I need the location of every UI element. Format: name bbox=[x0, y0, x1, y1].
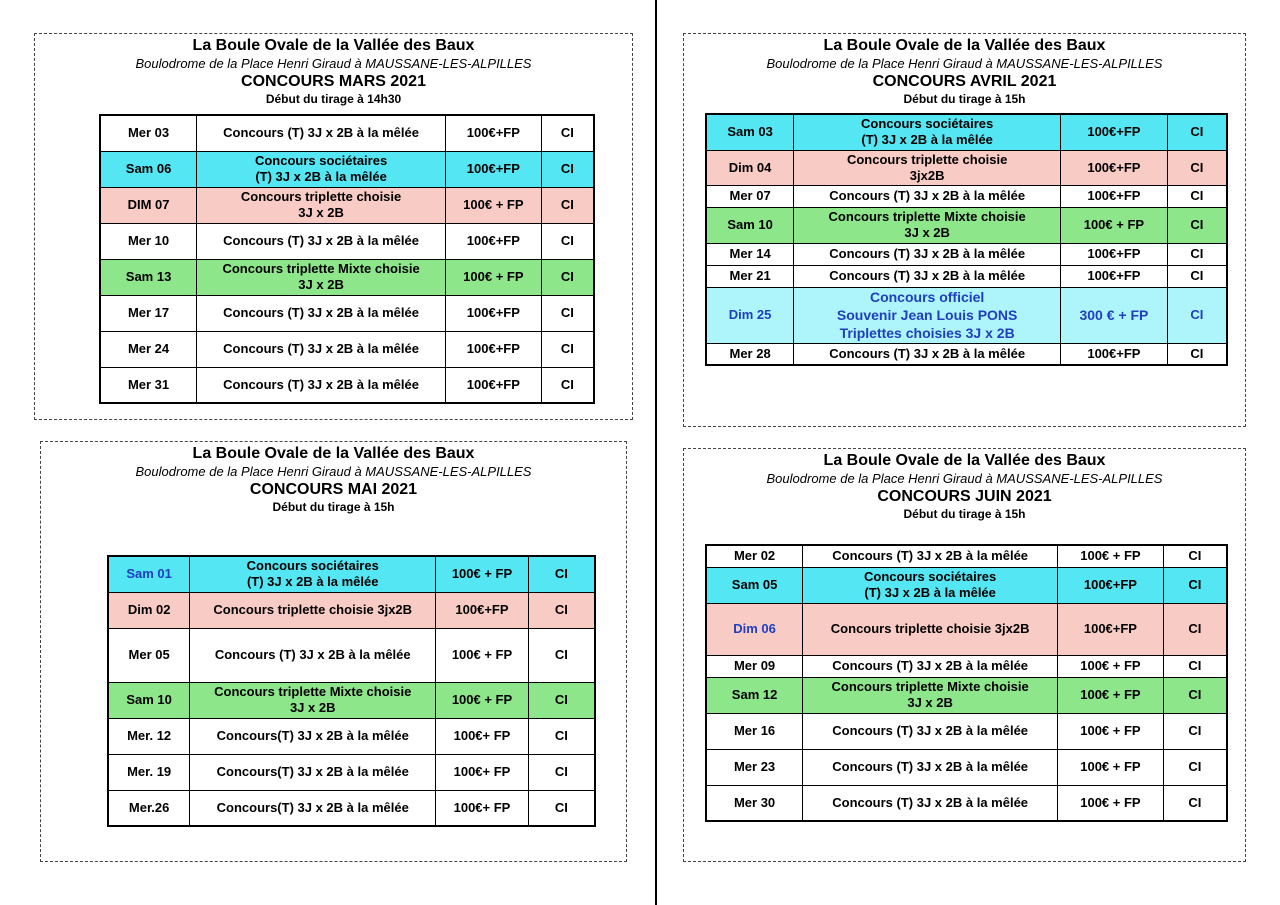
schedule-table bbox=[107, 555, 596, 827]
table-row bbox=[108, 628, 595, 682]
day-cell: Mer 03 bbox=[100, 115, 197, 151]
draw-time: Début du tirage à 15h bbox=[272, 500, 395, 514]
table-row bbox=[108, 718, 595, 754]
event-cell: Concours triplette Mixte choisie 3J x 2B bbox=[794, 207, 1061, 243]
prize-cell: 100€+FP bbox=[446, 367, 542, 403]
table-row bbox=[108, 592, 595, 628]
table-row bbox=[706, 287, 1227, 343]
event-cell: Concours (T) 3J x 2B à la mêlée bbox=[197, 331, 446, 367]
prize-cell: 100€ + FP bbox=[1058, 655, 1164, 677]
day-cell: Sam 10 bbox=[108, 682, 190, 718]
prize-cell: 100€+FP bbox=[1061, 265, 1168, 287]
event-cell: Concours (T) 3J x 2B à la mêlée bbox=[794, 343, 1061, 365]
prize-cell: 300 € + FP bbox=[1061, 287, 1168, 343]
prize-cell: 100€+FP bbox=[1061, 150, 1168, 185]
table-row bbox=[100, 115, 594, 151]
draw-time: Début du tirage à 14h30 bbox=[265, 92, 402, 106]
event-cell: Concours triplette choisie 3jx2B bbox=[794, 150, 1061, 185]
day-cell: Mer 21 bbox=[706, 265, 794, 287]
table-row bbox=[100, 367, 594, 403]
prize-cell: 100€+FP bbox=[1061, 185, 1168, 207]
venue: Boulodrome de la Place Henri Giraud à MAUSSANE-LES-ALPILLES bbox=[766, 56, 1163, 71]
day-cell: Dim 04 bbox=[706, 150, 794, 185]
prize-cell: 100€ + FP bbox=[436, 628, 529, 682]
table-row bbox=[706, 343, 1227, 365]
table-row bbox=[706, 749, 1227, 785]
ci-cell: CI bbox=[1163, 785, 1227, 821]
ci-cell: CI bbox=[541, 223, 594, 259]
table-row bbox=[706, 114, 1227, 150]
prize-cell: 100€+FP bbox=[446, 223, 542, 259]
table-row bbox=[108, 682, 595, 718]
event-cell: Concours (T) 3J x 2B à la mêlée bbox=[794, 265, 1061, 287]
table-row bbox=[100, 151, 594, 187]
day-cell: Mer. 19 bbox=[108, 754, 190, 790]
ci-cell: CI bbox=[1163, 603, 1227, 655]
table-row bbox=[706, 785, 1227, 821]
ci-cell: CI bbox=[1163, 655, 1227, 677]
venue: Boulodrome de la Place Henri Giraud à MAUSSANE-LES-ALPILLES bbox=[135, 56, 532, 71]
ci-cell: CI bbox=[1167, 114, 1227, 150]
table-row bbox=[100, 259, 594, 295]
draw-time: Début du tirage à 15h bbox=[903, 92, 1026, 106]
schedule-table bbox=[99, 114, 595, 404]
panel-header bbox=[35, 36, 632, 106]
prize-cell: 100€+FP bbox=[446, 295, 542, 331]
day-cell: Sam 03 bbox=[706, 114, 794, 150]
ci-cell: CI bbox=[1163, 677, 1227, 713]
panel-header bbox=[41, 444, 626, 514]
ci-cell: CI bbox=[528, 682, 595, 718]
prize-cell: 100€+FP bbox=[1061, 114, 1168, 150]
ci-cell: CI bbox=[528, 556, 595, 592]
table-row bbox=[706, 185, 1227, 207]
prize-cell: 100€ + FP bbox=[446, 259, 542, 295]
event-cell: Concours (T) 3J x 2B à la mêlée bbox=[803, 713, 1058, 749]
table-row bbox=[706, 603, 1227, 655]
page-divider bbox=[655, 0, 657, 905]
day-cell: Sam 05 bbox=[706, 567, 803, 603]
panel-juin bbox=[683, 448, 1246, 862]
prize-cell: 100€ + FP bbox=[1058, 785, 1164, 821]
event-cell: Concours(T) 3J x 2B à la mêlée bbox=[190, 718, 436, 754]
ci-cell: CI bbox=[1167, 207, 1227, 243]
table-row bbox=[706, 243, 1227, 265]
event-cell: Concours (T) 3J x 2B à la mêlée bbox=[794, 243, 1061, 265]
table-row bbox=[108, 556, 595, 592]
prize-cell: 100€ + FP bbox=[1058, 545, 1164, 567]
event-cell: Concours sociétaires (T) 3J x 2B à la mêlée bbox=[190, 556, 436, 592]
day-cell: Mer 05 bbox=[108, 628, 190, 682]
day-cell: Sam 13 bbox=[100, 259, 197, 295]
event-cell: Concours triplette choisie 3jx2B bbox=[190, 592, 436, 628]
schedule-table bbox=[705, 544, 1228, 822]
table-row bbox=[108, 754, 595, 790]
day-cell: Mer 14 bbox=[706, 243, 794, 265]
ci-cell: CI bbox=[1167, 185, 1227, 207]
ci-cell: CI bbox=[1167, 150, 1227, 185]
ci-cell: CI bbox=[541, 115, 594, 151]
schedule-table bbox=[705, 113, 1228, 366]
club-name: La Boule Ovale de la Vallée des Baux bbox=[823, 452, 1106, 469]
panel-avril bbox=[683, 33, 1246, 427]
day-cell: DIM 07 bbox=[100, 187, 197, 223]
table-row bbox=[100, 295, 594, 331]
event-cell: Concours (T) 3J x 2B à la mêlée bbox=[803, 655, 1058, 677]
event-cell: Concours (T) 3J x 2B à la mêlée bbox=[197, 223, 446, 259]
ci-cell: CI bbox=[1167, 265, 1227, 287]
club-name: La Boule Ovale de la Vallée des Baux bbox=[192, 37, 475, 54]
day-cell: Mer. 12 bbox=[108, 718, 190, 754]
prize-cell: 100€+FP bbox=[1058, 603, 1164, 655]
prize-cell: 100€ + FP bbox=[1058, 713, 1164, 749]
ci-cell: CI bbox=[541, 367, 594, 403]
prize-cell: 100€+ FP bbox=[436, 718, 529, 754]
table-row bbox=[706, 655, 1227, 677]
event-cell: Concours triplette Mixte choisie 3J x 2B bbox=[190, 682, 436, 718]
day-cell: Dim 25 bbox=[706, 287, 794, 343]
venue: Boulodrome de la Place Henri Giraud à MAUSSANE-LES-ALPILLES bbox=[766, 471, 1163, 486]
ci-cell: CI bbox=[541, 187, 594, 223]
prize-cell: 100€+FP bbox=[436, 592, 529, 628]
day-cell: Mer 24 bbox=[100, 331, 197, 367]
ci-cell: CI bbox=[528, 628, 595, 682]
club-name: La Boule Ovale de la Vallée des Baux bbox=[823, 37, 1106, 54]
event-cell: Concours (T) 3J x 2B à la mêlée bbox=[794, 185, 1061, 207]
ci-cell: CI bbox=[1167, 343, 1227, 365]
table-row bbox=[100, 187, 594, 223]
event-cell: Concours triplette choisie 3jx2B bbox=[803, 603, 1058, 655]
panel-header bbox=[684, 36, 1245, 106]
prize-cell: 100€+ FP bbox=[436, 790, 529, 826]
day-cell: Dim 06 bbox=[706, 603, 803, 655]
event-cell: Concours (T) 3J x 2B à la mêlée bbox=[197, 367, 446, 403]
prize-cell: 100€ + FP bbox=[446, 187, 542, 223]
prize-cell: 100€ + FP bbox=[1058, 749, 1164, 785]
ci-cell: CI bbox=[541, 295, 594, 331]
event-cell: Concours(T) 3J x 2B à la mêlée bbox=[190, 754, 436, 790]
table-row bbox=[706, 545, 1227, 567]
event-cell: Concours (T) 3J x 2B à la mêlée bbox=[197, 115, 446, 151]
day-cell: Mer.26 bbox=[108, 790, 190, 826]
day-cell: Sam 06 bbox=[100, 151, 197, 187]
day-cell: Mer 28 bbox=[706, 343, 794, 365]
month-title: CONCOURS JUIN 2021 bbox=[877, 488, 1052, 505]
panel-mars bbox=[34, 33, 633, 420]
ci-cell: CI bbox=[1163, 749, 1227, 785]
draw-time: Début du tirage à 15h bbox=[903, 507, 1026, 521]
table-row bbox=[706, 567, 1227, 603]
month-title: CONCOURS MAI 2021 bbox=[249, 481, 418, 498]
day-cell: Dim 02 bbox=[108, 592, 190, 628]
prize-cell: 100€ + FP bbox=[1058, 677, 1164, 713]
day-cell: Sam 01 bbox=[108, 556, 190, 592]
event-cell: Concours sociétaires (T) 3J x 2B à la mêlée bbox=[197, 151, 446, 187]
ci-cell: CI bbox=[541, 151, 594, 187]
ci-cell: CI bbox=[528, 790, 595, 826]
day-cell: Mer 07 bbox=[706, 185, 794, 207]
club-name: La Boule Ovale de la Vallée des Baux bbox=[192, 445, 475, 462]
ci-cell: CI bbox=[1163, 545, 1227, 567]
event-cell: Concours triplette choisie 3J x 2B bbox=[197, 187, 446, 223]
day-cell: Mer 23 bbox=[706, 749, 803, 785]
event-cell: Concours (T) 3J x 2B à la mêlée bbox=[190, 628, 436, 682]
prize-cell: 100€+FP bbox=[446, 115, 542, 151]
prize-cell: 100€+ FP bbox=[436, 754, 529, 790]
prize-cell: 100€+FP bbox=[1058, 567, 1164, 603]
venue: Boulodrome de la Place Henri Giraud à MAUSSANE-LES-ALPILLES bbox=[135, 464, 532, 479]
month-title: CONCOURS AVRIL 2021 bbox=[872, 73, 1057, 90]
table-row bbox=[108, 790, 595, 826]
prize-cell: 100€+FP bbox=[1061, 343, 1168, 365]
event-cell: Concours sociétaires (T) 3J x 2B à la mêlée bbox=[794, 114, 1061, 150]
day-cell: Sam 10 bbox=[706, 207, 794, 243]
day-cell: Mer 02 bbox=[706, 545, 803, 567]
day-cell: Mer 30 bbox=[706, 785, 803, 821]
event-cell: Concours triplette Mixte choisie 3J x 2B bbox=[197, 259, 446, 295]
ci-cell: CI bbox=[541, 331, 594, 367]
table-row bbox=[706, 713, 1227, 749]
event-cell: Concours officiel Souvenir Jean Louis PONS Triplettes choisies 3J x 2B bbox=[794, 287, 1061, 343]
prize-cell: 100€+FP bbox=[446, 331, 542, 367]
event-cell: Concours (T) 3J x 2B à la mêlée bbox=[803, 545, 1058, 567]
event-cell: Concours (T) 3J x 2B à la mêlée bbox=[803, 785, 1058, 821]
prize-cell: 100€ + FP bbox=[436, 556, 529, 592]
table-row bbox=[706, 207, 1227, 243]
panel-mai bbox=[40, 441, 627, 862]
event-cell: Concours sociétaires (T) 3J x 2B à la mêlée bbox=[803, 567, 1058, 603]
day-cell: Mer 09 bbox=[706, 655, 803, 677]
ci-cell: CI bbox=[1167, 287, 1227, 343]
ci-cell: CI bbox=[528, 718, 595, 754]
prize-cell: 100€+FP bbox=[1061, 243, 1168, 265]
month-title: CONCOURS MARS 2021 bbox=[241, 73, 426, 90]
ci-cell: CI bbox=[1163, 567, 1227, 603]
day-cell: Mer 16 bbox=[706, 713, 803, 749]
ci-cell: CI bbox=[1163, 713, 1227, 749]
table-row bbox=[100, 331, 594, 367]
prize-cell: 100€+FP bbox=[446, 151, 542, 187]
prize-cell: 100€ + FP bbox=[1061, 207, 1168, 243]
event-cell: Concours (T) 3J x 2B à la mêlée bbox=[197, 295, 446, 331]
panel-header bbox=[684, 451, 1245, 521]
day-cell: Mer 10 bbox=[100, 223, 197, 259]
table-row bbox=[706, 265, 1227, 287]
day-cell: Mer 31 bbox=[100, 367, 197, 403]
event-cell: Concours triplette Mixte choisie 3J x 2B bbox=[803, 677, 1058, 713]
table-row bbox=[706, 677, 1227, 713]
table-row bbox=[100, 223, 594, 259]
ci-cell: CI bbox=[541, 259, 594, 295]
table-row bbox=[706, 150, 1227, 185]
day-cell: Sam 12 bbox=[706, 677, 803, 713]
day-cell: Mer 17 bbox=[100, 295, 197, 331]
prize-cell: 100€ + FP bbox=[436, 682, 529, 718]
ci-cell: CI bbox=[528, 592, 595, 628]
ci-cell: CI bbox=[1167, 243, 1227, 265]
event-cell: Concours (T) 3J x 2B à la mêlée bbox=[803, 749, 1058, 785]
ci-cell: CI bbox=[528, 754, 595, 790]
event-cell: Concours(T) 3J x 2B à la mêlée bbox=[190, 790, 436, 826]
